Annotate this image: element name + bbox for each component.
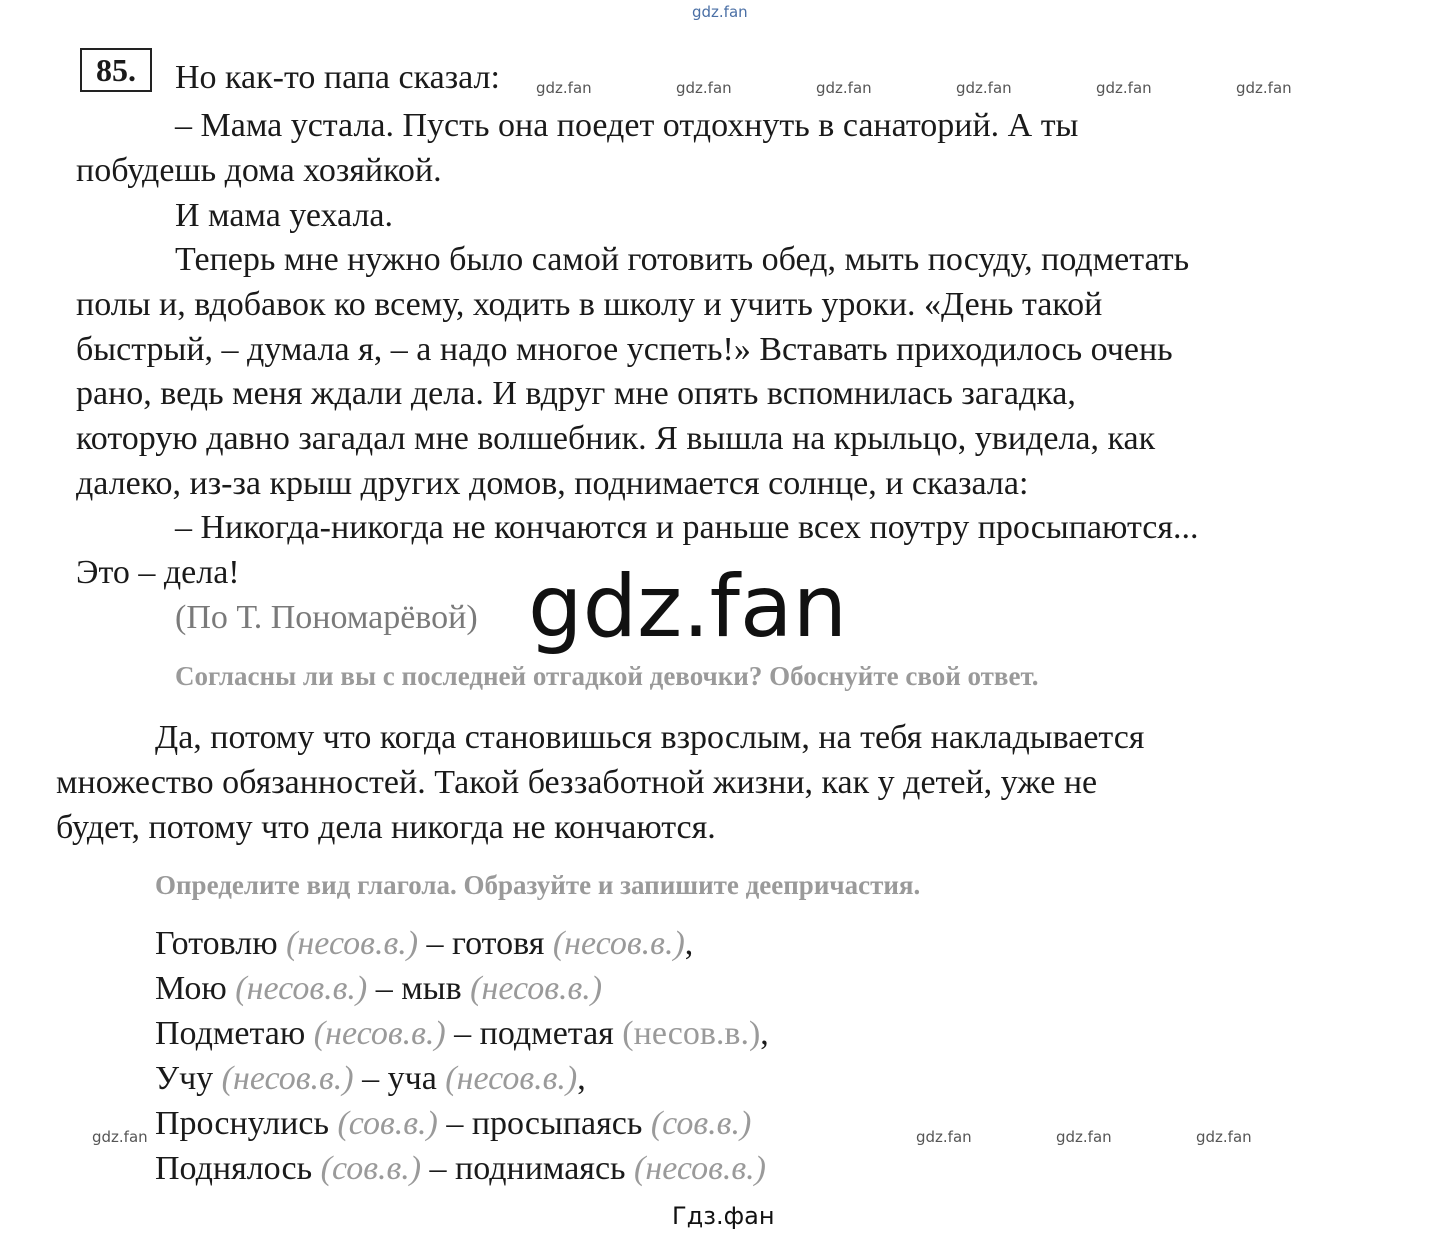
verb-row-5 (155, 1104, 751, 1144)
aspect-label: (несов.в.) (634, 1150, 766, 1187)
text-line-5: Теперь мне нужно было самой готовить обед, мыть посуду, подметать (175, 241, 1190, 278)
gerund: поднимаясь (455, 1150, 626, 1187)
gerund: мыв (401, 970, 462, 1007)
watermark: gdz.fan (1196, 1128, 1252, 1146)
aspect-label: (несов.в.) (622, 1015, 761, 1052)
watermark: gdz.fan (916, 1128, 972, 1146)
answer-line-3: будет, потому что дела никогда не кончаются. (56, 809, 716, 846)
text-line-9: которую давно загадал мне волшебник. Я вышла на крыльцо, увидела, как (76, 420, 1156, 457)
aspect-label: (несов.в.) (313, 1015, 446, 1052)
punctuation: , (684, 925, 694, 962)
watermark: gdz.fan (536, 79, 592, 97)
verb-row-6 (155, 1149, 766, 1189)
watermark-bottom: Гдз.фан (672, 1202, 775, 1230)
aspect-label: (несов.в.) (445, 1060, 578, 1097)
watermark: gdz.fan (92, 1128, 148, 1146)
verb-row-3 (155, 1014, 769, 1054)
watermark: gdz.fan (1236, 79, 1292, 97)
text-line-12: Это – дела! (76, 554, 240, 591)
watermark-large: gdz.fan (528, 557, 848, 657)
dash: – (454, 1015, 472, 1052)
verb-row-1 (155, 924, 693, 964)
aspect-label: (сов.в.) (337, 1105, 438, 1142)
dash: – (375, 970, 393, 1007)
text-line-8: рано, ведь меня ждали дела. И вдруг мне опять вспомнилась загадка, (76, 375, 1076, 412)
aspect-label: (несов.в.) (221, 1060, 354, 1097)
aspect-label: (несов.в.) (286, 925, 419, 962)
aspect-label: (несов.в.) (470, 970, 603, 1007)
answer-line-1: Да, потому что когда становишься взрослым, на тебя накладывается (155, 719, 1145, 756)
verb: Подметаю (155, 1015, 306, 1052)
punctuation: , (577, 1060, 586, 1097)
dash: – (429, 1150, 447, 1187)
text-line-6: полы и, вдобавок ко всему, ходить в школу и учить уроки. «День такой (76, 286, 1103, 323)
exercise-number: 85. (80, 48, 152, 92)
verb-row-4 (155, 1059, 586, 1099)
gerund: уча (387, 1060, 437, 1097)
text-line-4: И мама уехала. (175, 197, 393, 234)
verb: Готовлю (155, 925, 278, 962)
gerund: готовя (452, 925, 545, 962)
text-line-3: побудешь дома хозяйкой. (76, 152, 442, 189)
verb: Проснулись (155, 1105, 329, 1142)
watermark: gdz.fan (1056, 1128, 1112, 1146)
gerund: просыпаясь (471, 1105, 643, 1142)
text-line-1: Но как-то папа сказал: (175, 59, 500, 96)
source-attribution: (По Т. Пономарёвой) (175, 599, 478, 636)
verb: Мою (155, 970, 227, 1007)
aspect-label: (сов.в.) (320, 1150, 422, 1187)
punctuation: , (760, 1015, 769, 1052)
watermark: gdz.fan (956, 79, 1012, 97)
aspect-label: (несов.в.) (235, 970, 368, 1007)
verb: Учу (155, 1060, 214, 1097)
watermark: gdz.fan (1096, 79, 1152, 97)
aspect-label: (несов.в.) (552, 925, 685, 962)
verb-row-2 (155, 969, 602, 1009)
question-1: Согласны ли вы с последней отгадкой девочки? Обоснуйте свой ответ. (175, 661, 1039, 691)
aspect-label: (сов.в.) (650, 1105, 752, 1142)
text-line-7: быстрый, – думала я, – а надо многое успеть!» Вставать приходилось очень (76, 331, 1173, 368)
text-line-2: – Мама устала. Пусть она поедет отдохнуть в санаторий. А ты (175, 107, 1079, 144)
question-2: Определите вид глагола. Образуйте и запишите деепричастия. (155, 870, 921, 900)
gerund: подметая (479, 1015, 614, 1052)
watermark-top: gdz.fan (692, 3, 748, 21)
text-line-11: – Никогда-никогда не кончаются и раньше всех поутру просыпаются... (175, 509, 1199, 546)
watermark: gdz.fan (676, 79, 732, 97)
dash: – (446, 1105, 464, 1142)
verb: Поднялось (155, 1150, 313, 1187)
text-line-10: далеко, из-за крыш других домов, поднимается солнце, и сказала: (76, 465, 1029, 502)
dash: – (426, 925, 444, 962)
answer-line-2: множество обязанностей. Такой беззаботной жизни, как у детей, уже не (56, 764, 1098, 801)
dash: – (362, 1060, 380, 1097)
watermark: gdz.fan (816, 79, 872, 97)
